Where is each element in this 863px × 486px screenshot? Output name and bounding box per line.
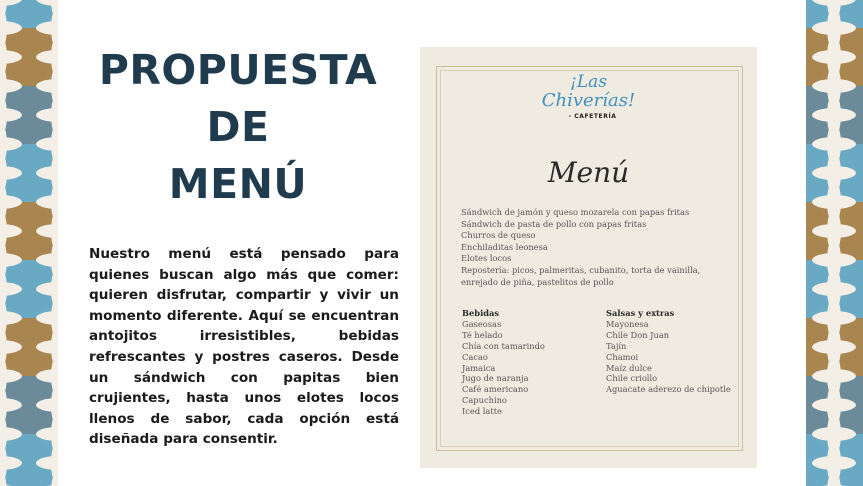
menu-item: Enchiladitas leonesa — [461, 241, 548, 252]
cafe-logo — [420, 73, 757, 120]
menu-card-image — [420, 47, 757, 468]
salsa-item: Mayonesa — [606, 318, 649, 329]
bebida-item: Café americano — [462, 384, 529, 395]
salsas-list — [606, 308, 746, 395]
bebida-item: Chía con tamarindo — [462, 340, 545, 351]
salsa-item: Aguacate aderezo de chipotle — [606, 384, 731, 395]
page-title — [92, 42, 384, 213]
bebidas-heading: Bebidas — [462, 308, 500, 318]
right-tile-pattern — [806, 0, 863, 486]
menu-item: Elotes locos — [461, 253, 512, 264]
menu-heading: Menú — [547, 156, 630, 189]
salsas-heading: Salsas y extras — [606, 308, 675, 318]
bebidas-list — [462, 308, 602, 417]
brand-subtitle: - CAFETERÍA — [568, 113, 617, 120]
salsa-item: Chile Don Juan — [606, 329, 670, 340]
right-tile-border — [806, 0, 863, 486]
salsa-item: Chile criollo — [606, 373, 658, 384]
menu-item: Sándwich de jamón y queso mozarela con papas fritas — [461, 207, 690, 217]
bebida-item: Iced latte — [462, 406, 502, 417]
title-line-1: PROPUESTA — [98, 46, 378, 94]
menu-items-list — [461, 207, 741, 288]
menu-item: Churros de queso — [461, 230, 536, 241]
title-line-2: DE — [206, 103, 270, 151]
title-line-3: MENÚ — [168, 160, 308, 208]
salsa-item: Chamoi — [606, 351, 639, 362]
left-tile-border — [0, 0, 58, 486]
bebida-item: Cacao — [462, 351, 488, 362]
brand-line-1: ¡Las — [570, 72, 607, 92]
bebida-item: Jugo de naranja — [462, 373, 529, 384]
menu-item: Repostería: picos, palmeritas, cubanito, torta de vainilla, — [461, 264, 701, 275]
bebida-item: Jamaica — [462, 362, 496, 373]
left-tile-pattern — [0, 0, 58, 486]
menu-description: Nuestro menú está pensado para quienes buscan algo más que comer: quieren disfrutar, compartir y vivir un momento diferente. Aquí se encuentran antojitos irresistibles, bebidas refrescantes y postres caseros. Desde un sándwich con papitas bien crujientes, hasta unos elotes locos llenos de sabor, cada opción está diseñada para consentir. — [89, 246, 399, 448]
slide-content — [58, 0, 806, 486]
salsa-item: Maíz dulce — [606, 362, 652, 373]
bebida-item: Té helado — [462, 329, 503, 340]
brand-line-2: Chiverías! — [541, 90, 636, 111]
bebida-item: Gaseosas — [462, 318, 502, 329]
salsa-item: Tajín — [606, 340, 627, 351]
menu-item: enrejado de piña, pastelitos de pollo — [461, 276, 614, 287]
menu-item: Sándwich de pasta de pollo con papas fritas — [461, 218, 647, 229]
bebida-item: Capuchino — [462, 395, 507, 406]
